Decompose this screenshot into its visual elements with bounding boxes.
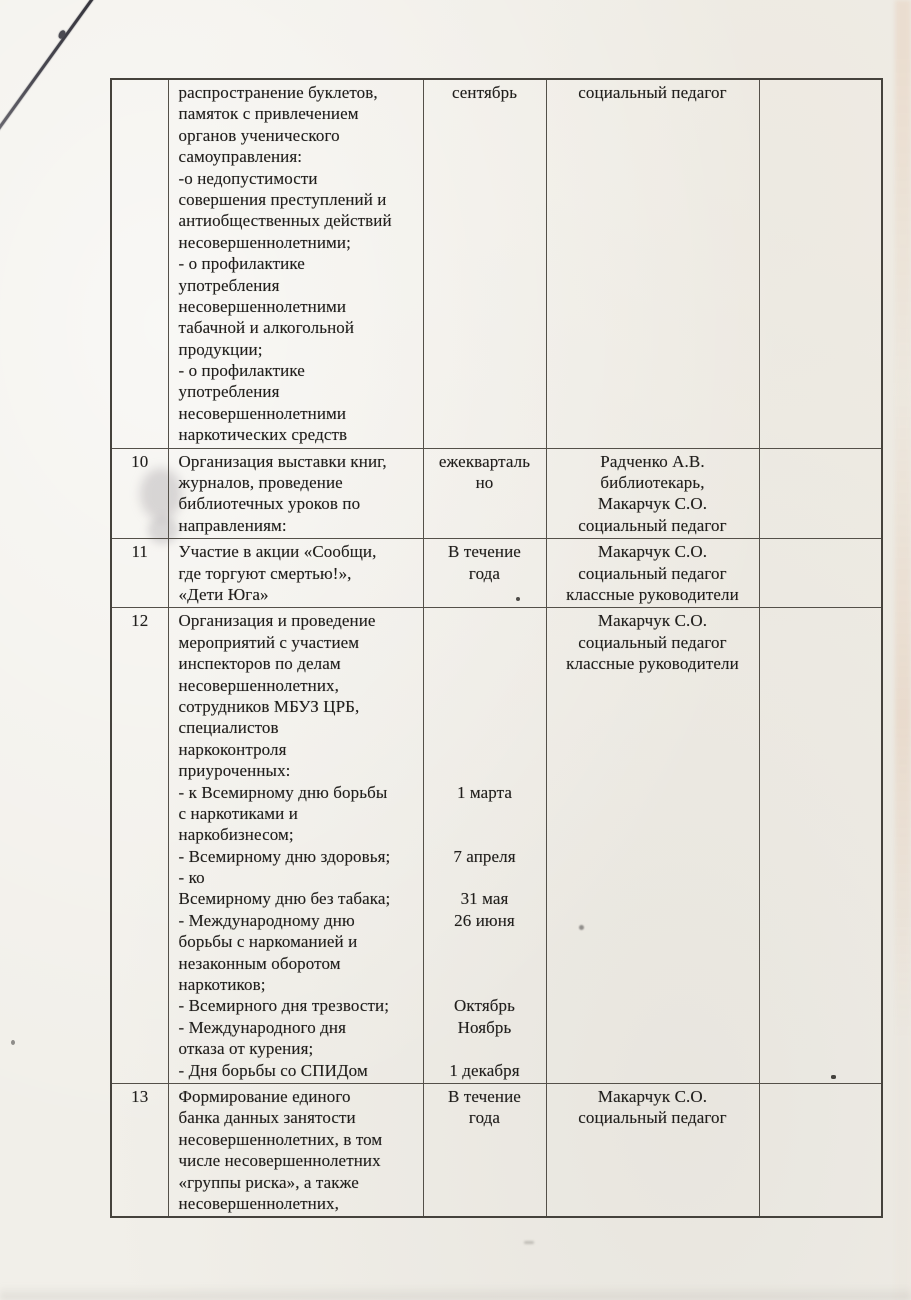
cell-notes (759, 79, 882, 448)
timing-line (424, 717, 546, 738)
responsible-line: классные руководители (566, 584, 739, 604)
responsible-line: классные руководители (566, 654, 739, 674)
activity-line: Организация выставки книг, (178, 451, 387, 471)
activity-line: Всемирному дню без табака; (178, 889, 391, 909)
activity-line: табачной и алкогольной (178, 318, 355, 338)
activity-line: «Дети Юга» (178, 584, 269, 604)
cell-responsible (546, 608, 759, 1084)
timing-line (424, 953, 546, 974)
activity-line: специалистов (178, 718, 279, 738)
table-row-12 (111, 608, 882, 1084)
cell-responsible (546, 448, 759, 539)
timing-line: но (475, 473, 494, 493)
cell-timing (423, 539, 546, 608)
activity-line: мероприятий с участием (178, 632, 360, 652)
timing-line (424, 824, 546, 845)
responsible-line: Радченко А.В. (600, 451, 705, 471)
activity-line: сотрудников МБУЗ ЦРБ, (178, 696, 360, 716)
activity-line: - Дня борьбы со СПИДом (178, 1060, 368, 1080)
timing-line (424, 739, 546, 760)
cell-activity (168, 448, 423, 539)
timing-line: 7 апреля (453, 846, 516, 866)
activity-line: инспекторов по делам (178, 654, 341, 674)
responsible-line: социальный педагог (578, 83, 727, 102)
activity-line: распространение буклетов, (178, 83, 378, 102)
timing-line: 26 июня (454, 910, 515, 930)
activity-line: памяток с привлечением (178, 104, 359, 124)
activity-line: употребления (178, 382, 280, 402)
activity-line: несовершеннолетних, (178, 1193, 339, 1213)
activity-line: самоуправления: (178, 147, 303, 167)
activity-line: приуроченных: (178, 761, 291, 781)
timing-line: Октябрь (454, 996, 515, 1016)
activity-line: - о профилактике (178, 361, 305, 381)
responsible-line: Макарчук С.О. (597, 494, 708, 514)
activity-line: несовершеннолетних, (178, 675, 339, 695)
activity-line: с наркотиками и (178, 803, 298, 823)
table-row-13 (111, 1083, 882, 1217)
timing-line (424, 632, 546, 653)
activity-line: - Всемирному дню здоровья; (178, 846, 391, 866)
timing-line: года (468, 563, 501, 583)
responsible-line: социальный педагог (578, 563, 727, 583)
activity-line: банка данных занятости (178, 1108, 356, 1128)
scan-speck (524, 1241, 534, 1244)
num-line (112, 82, 168, 103)
activity-line: «группы риска», а также (178, 1172, 359, 1192)
activity-line: несовершеннолетними (178, 296, 347, 316)
timing-line (424, 610, 546, 631)
activity-line: несовершеннолетними; (178, 232, 351, 252)
cell-notes (759, 1083, 882, 1217)
responsible-line: социальный педагог (578, 632, 727, 652)
scan-edge-tint (895, 0, 911, 1300)
cell-activity (168, 608, 423, 1084)
cell-num (111, 608, 168, 1084)
activity-line: журналов, проведение (178, 473, 343, 493)
activity-line: - ко (178, 868, 205, 888)
activity-line: Формирование единого (178, 1086, 351, 1106)
cell-notes (759, 448, 882, 539)
num-line: 12 (131, 611, 149, 631)
timing-line: сентябрь (451, 83, 518, 102)
activity-line: несовершеннолетними (178, 403, 347, 423)
cell-num (111, 1083, 168, 1217)
cell-timing (423, 608, 546, 1084)
activity-line: наркоконтроля (178, 739, 287, 759)
cell-activity (168, 539, 423, 608)
num-line: 10 (131, 451, 149, 471)
activity-line: - Всемирного дня трезвости; (178, 996, 390, 1016)
activity-line: Участие в акции «Сообщи, (178, 542, 377, 562)
timing-line (424, 867, 546, 888)
activity-line: органов ученического (178, 125, 340, 145)
activity-line: совершения преступлений и (178, 189, 387, 209)
activity-line: несовершеннолетних, в том (178, 1129, 383, 1149)
cell-activity (168, 1083, 423, 1217)
timing-line: В течение (448, 542, 521, 562)
activity-line: числе несовершеннолетних (178, 1151, 381, 1171)
activity-line: - к Всемирному дню борьбы (178, 782, 388, 802)
plan-table-body (111, 79, 882, 1217)
timing-line: ежекварталь (438, 451, 531, 471)
timing-line (424, 803, 546, 824)
pen-mark-diagonal-icon (0, 0, 97, 135)
responsible-line: социальный педагог (578, 515, 727, 535)
activity-line: борьбы с наркоманией и (178, 932, 358, 952)
cell-responsible (546, 79, 759, 448)
num-line: 11 (131, 542, 149, 562)
cell-num (111, 79, 168, 448)
responsible-line: Макарчук С.О. (597, 542, 708, 562)
timing-line (424, 696, 546, 717)
activity-line: - Международного дня (178, 1017, 347, 1037)
timing-line (424, 974, 546, 995)
cell-notes (759, 539, 882, 608)
activity-line: библиотечных уроков по (178, 494, 361, 514)
timing-line (424, 760, 546, 781)
activity-line: продукции; (178, 339, 263, 359)
cell-timing (423, 1083, 546, 1217)
timing-line (424, 653, 546, 674)
timing-line (424, 675, 546, 696)
activity-line: Организация и проведение (178, 611, 376, 631)
timing-line: года (468, 1108, 501, 1128)
plan-table (110, 78, 883, 1218)
activity-line: - о профилактике (178, 254, 305, 274)
activity-line: наркотических средств (178, 425, 348, 445)
timing-line (424, 1038, 546, 1059)
cell-activity (168, 79, 423, 448)
scan-edge-shadow (0, 1286, 911, 1300)
responsible-line: социальный педагог (578, 1108, 727, 1128)
activity-line: незаконным оборотом (178, 953, 341, 973)
activity-line: отказа от курения; (178, 1039, 314, 1059)
cell-responsible (546, 1083, 759, 1217)
cell-responsible (546, 539, 759, 608)
timing-line: 1 марта (456, 782, 513, 802)
cell-num (111, 448, 168, 539)
table-row-continued (111, 79, 882, 448)
table-row-11 (111, 539, 882, 608)
responsible-line: библиотекарь, (600, 473, 705, 493)
activity-line: - Международному дню (178, 910, 355, 930)
num-line: 13 (131, 1086, 149, 1106)
activity-line: где торгуют смертью!», (178, 563, 352, 583)
responsible-line: Макарчук С.О. (597, 1086, 708, 1106)
activity-line: антиобщественных действий (178, 211, 392, 231)
cell-timing (423, 79, 546, 448)
timing-line: Ноябрь (457, 1017, 512, 1037)
timing-line (424, 931, 546, 952)
activity-line: наркобизнесом; (178, 825, 294, 845)
table-row-10 (111, 448, 882, 539)
cell-num (111, 539, 168, 608)
timing-line: 1 декабря (449, 1060, 520, 1080)
timing-line: В течение (448, 1086, 521, 1106)
cell-timing (423, 448, 546, 539)
timing-line: 31 мая (460, 889, 509, 909)
activity-line: наркотиков; (178, 975, 266, 995)
cell-notes (759, 608, 882, 1084)
activity-line: употребления (178, 275, 280, 295)
scan-speck (11, 1040, 15, 1045)
activity-line: -о недопустимости (178, 168, 318, 188)
responsible-line: Макарчук С.О. (597, 611, 708, 631)
activity-line: направлениям: (178, 515, 287, 535)
